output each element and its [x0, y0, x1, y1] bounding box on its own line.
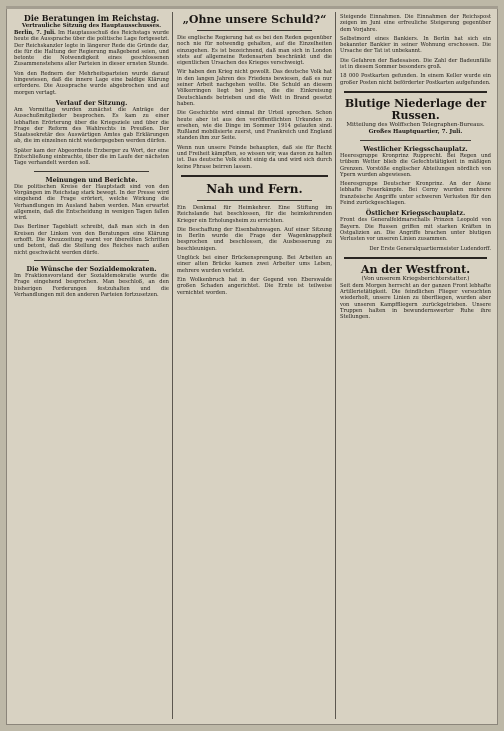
section-heading: An der Westfront. [360, 262, 471, 276]
newspaper-page [6, 6, 498, 725]
paragraph: Unglück bei einer Brückensprengung. Bei Arbeiten an einer alten Brücke kamen zwei Arbeiter ums Leben, mehrere wurden verletzt. [177, 255, 332, 274]
column-3 [340, 14, 491, 717]
divider [34, 171, 149, 172]
paragraph: Im Fraktionsvorstand der Sozialdemokratie wurde die Frage eingehend besprochen. Man beschloß, an den bisherigen Forderungen festzuhalten und die Verhandlungen mit den anderen Parteien fortzusetzen. [14, 272, 169, 298]
dateline: Berlin, 7. Juli. [14, 30, 56, 36]
paragraph: Seit dem Morgen herrscht an der ganzen Front lebhafte Artillerietätigkeit. Die feindlichen Flieger versuchten wiederholt, unsere Linien zu überfliegen, wurden aber von unseren Kampffliegern zurückgetrieben. Unsere Truppen halten in bewundernswerter Ruhe ihre Stellungen. [340, 282, 491, 321]
column-rule [172, 12, 173, 719]
section-heading: Verlauf der Sitzung. [55, 98, 128, 107]
paragraph: Die Beschaffung der Eisenbahnwagen. Auf einer Sitzung in Berlin wurde die Frage der Wagenknappheit besprochen und beschlossen, die Ausbesserung zu beschleunigen. [177, 226, 332, 252]
article-headline: „Ohne unsere Schuld?“ [182, 14, 327, 26]
paragraph: Die Gefahren der Badesaison. Die Zahl der Badeunfälle ist in diesem Sommer besonders groß. [340, 57, 491, 71]
divider [34, 260, 149, 261]
column-rule [335, 12, 336, 719]
column-2 [177, 14, 332, 717]
divider [197, 30, 312, 31]
paragraph: Selbstmord eines Bankiers. In Berlin hat sich ein bekannter Bankier in seiner Wohnung erschossen. Die Ursache der Tat ist unbekannt. [340, 35, 491, 55]
paragraph: Später kam der Abgeordnete Erzberger zu Wort, der eine Entschließung einbrachte, über die im Laufe der nächsten Tage verhandelt werden soll. [14, 147, 169, 167]
divider [344, 257, 487, 259]
section-heading: Die Wünsche der Sozialdemokraten. [26, 264, 157, 273]
paragraph: Die Geschichte wird einmal ihr Urteil sprechen. Schon heute aber ist aus den veröffentlichten Urkunden zu ersehen, wie die Dinge im Sommer 1914 gelaufen sind. Rußland mobilisierte zuerst, und Frankreich und England standen ihm zur Seite. [177, 110, 332, 142]
section-heading: Meinungen und Berichte. [45, 175, 138, 184]
paragraph: Am Vormittag wurden zunächst die Anträge der Ausschußmitglieder besprochen. Es kam zu einer lebhaften Erörterung über die Kriegsziele und über die Frage der Reform des Wahlrechts in Preußen. Der Staatssekretär des Auswärtigen Amtes gab Erklärungen ab, die im einzelnen nicht wiedergegeben werden dürfen. [14, 106, 169, 145]
section-heading: Westlicher Kriegsschauplatz. [363, 144, 468, 153]
paragraph: Heeresgruppe Deutscher Kronprinz. An der Aisne lebhafte Feuerkämpfe. Bei Cerny wurden mehrere französische Angriffe unter schweren Verlusten für den Feind zurückgeschlagen. [340, 181, 491, 207]
paragraph: Steigende Einnahmen. Die Einnahmen der Reichspost zeigen im Juni eine erfreuliche Steigerung gegenüber dem Vorjahre. [340, 14, 491, 33]
article-subhead: Mitteilung des Wolffschen Telegraphen-Bureaus. [346, 121, 485, 128]
paragraph: Ein Denkmal für Heimkehrer. Eine Stiftung im Reichslande hat beschlossen, für die heimkehrenden Krieger ein Erholungsheim zu errichten. [177, 204, 332, 224]
article-headline: Die Beratungen im Reichstag. [23, 14, 160, 23]
article-subhead: Vertrauliche Sitzung des Hauptausschusses. [21, 23, 162, 29]
paragraph: Front des Generalfeldmarschalls Prinzen Leopold von Bayern. Die Russen griffen mit starken Kräften in Ostgalizien an. Die Angriffe brachen unter blutigen Verlusten vor unseren Linien zusammen. [340, 217, 491, 243]
byline: (Von unserem Kriegsberichterstatter.) [361, 275, 470, 282]
paragraph: 18 000 Postkarten gefunden. In einem Keller wurde ein großer Posten nicht beförderter Postkarten aufgefunden. [340, 73, 491, 86]
section-heading: Nah und Fern. [206, 181, 303, 196]
divider [360, 140, 471, 141]
section-heading: Östlicher Kriegsschauplatz. [365, 209, 466, 218]
dateline: Großes Hauptquartier, 7. Juli. [368, 128, 463, 135]
paragraph: Das Berliner Tageblatt schreibt, daß man sich in den Kreisen der Linken von den Beratungen eine Klärung erhofft. Die Kreuzzeitung warnt vor übereilten Schritten und betont, daß die Stellung des Reiches nach außen nicht geschwächt werden dürfe. [14, 224, 169, 256]
divider [181, 175, 328, 177]
divider [197, 200, 312, 201]
paragraph: Von den Rednern der Mehrheitsparteien wurde darauf hingewiesen, daß die innere Lage eine baldige Klärung erfordere. Die Aussprache wurde abgebrochen und auf morgen vertagt. [14, 70, 169, 96]
paragraph [14, 30, 169, 68]
paragraph: Der Erste Generalquartiermeister Ludendorff. [369, 245, 491, 252]
column-1 [14, 14, 169, 717]
paragraph: Wenn nun unsere Feinde behaupten, daß sie für Recht und Freiheit kämpften, so wissen wir, was davon zu halten ist. Das deutsche Volk steht einig da und wird sich durch keine Phrase beirren lassen. [177, 144, 332, 170]
paragraph: Ein Wolkenbruch hat in der Gegend von Eberswalde großen Schaden angerichtet. Die Ernte ist teilweise vernichtet worden. [177, 276, 332, 296]
paper-edge [6, 6, 498, 9]
paragraph-text: Im Hauptausschuß des Reichstags wurde heute die Aussprache über die politische Lage fortgesetzt. Der Reichskanzler legte in längerer Rede die Gründe dar, die für die Haltung der Regierung maßgebend seien, und betonte die Notwendigkeit eines geschlossenen Zusammenstehens aller Parteien in dieser ernsten Stunde. [14, 30, 169, 68]
paragraph: Die englische Regierung hat es bei den Reden gegenüber noch nie für notwendig gehalten, auf die Einzelheiten einzugehen. Es ist bezeichnend, daß man sich in London stets auf allgemeine Redensarten beschränkt und die eigentlichen Ursachen des Krieges verschweigt. [177, 35, 332, 67]
divider [344, 91, 487, 93]
article-headline: Blutige Niederlage der Russen. [344, 96, 487, 122]
paragraph: Wir haben den Krieg nicht gewollt. Das deutsche Volk hat in den langen Jahren des Friedens bewiesen, daß es nur seiner Arbeit nachgehen wollte. Die Schuld an diesem Völkerringen liegt bei jenen, die die Einkreisung Deutschlands betrieben und die Welt in Brand gesetzt haben. [177, 69, 332, 107]
paragraph: Heeresgruppe Kronprinz Rupprecht. Bei Regen und trübem Wetter blieb die Gefechtstätigkeit in mäßigen Grenzen. Vorstöße englischer Abteilungen nördlich von Ypern wurden abgewiesen. [340, 152, 491, 178]
paragraph: Die politischen Kreise der Hauptstadt sind von den Vorgängen im Reichstag stark bewegt. In der Presse wird eingehend die Frage erörtert, welche Wirkung die Verhandlungen im Ausland haben werden. Man erwartet allgemein, daß die Entscheidung in wenigen Tagen fallen wird. [14, 183, 169, 222]
